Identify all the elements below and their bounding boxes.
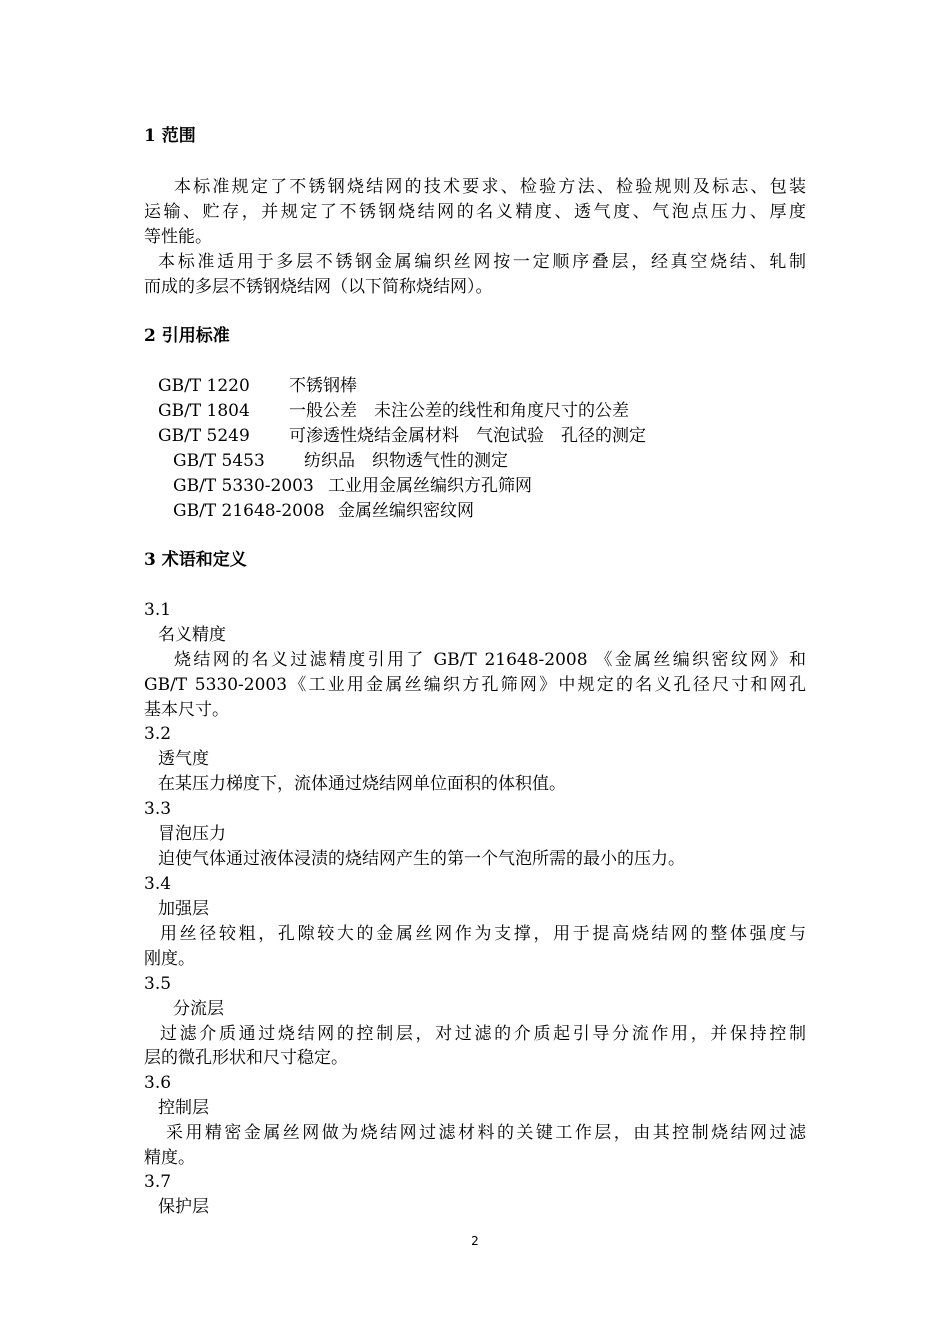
- reference-title: 纺织品 织物透气性的测定: [304, 451, 508, 471]
- reference-title: 工业用金属丝编织方孔筛网: [328, 476, 532, 496]
- term-number: 3.4: [144, 874, 172, 894]
- reference-title: 金属丝编织密纹网: [338, 501, 474, 521]
- term-definition-line: 用丝径较粗，孔隙较大的金属丝网作为支撑，用于提高烧结网的整体强度与: [160, 924, 806, 944]
- term-definition-line: 精度。: [144, 1148, 195, 1168]
- term-name: 名义精度: [158, 625, 226, 645]
- term-definition-line: 基本尺寸。: [144, 700, 229, 720]
- page-number: 2: [471, 1234, 479, 1248]
- paragraph-line: 等性能。: [144, 227, 212, 247]
- section-heading-terms: 3 术语和定义: [144, 550, 247, 570]
- paragraph-line: 本标准规定了不锈钢烧结网的技术要求、检验方法、检验规则及标志、包装: [174, 177, 806, 197]
- term-number: 3.7: [144, 1172, 172, 1192]
- paragraph-line: 本标准适用于多层不锈钢金属编织丝网按一定顺序叠层，经真空烧结、轧制: [158, 252, 806, 272]
- term-definition-line: 过滤介质通过烧结网的控制层，对过滤的介质起引导分流作用，并保持控制: [160, 1024, 806, 1044]
- term-definition-line: 刚度。: [144, 949, 195, 969]
- term-name: 透气度: [158, 749, 209, 769]
- reference-code: GB/T 21648-2008: [173, 501, 325, 521]
- section-heading-scope: 1 范围: [144, 126, 196, 146]
- term-name: 保护层: [158, 1197, 209, 1217]
- term-name: 冒泡压力: [158, 824, 226, 844]
- reference-title: 可渗透性烧结金属材料 气泡试验 孔径的测定: [289, 426, 646, 446]
- term-definition-line: 层的微孔形状和尺寸稳定。: [144, 1048, 348, 1068]
- term-definition-line: 在某压力梯度下，流体通过烧结网单位面积的体积值。: [158, 774, 566, 794]
- reference-title: 不锈钢棒: [289, 376, 357, 396]
- paragraph-line: 而成的多层不锈钢烧结网（以下简称烧结网）。: [144, 277, 493, 297]
- term-name: 加强层: [158, 899, 209, 919]
- reference-code: GB/T 5249: [158, 426, 250, 446]
- paragraph-line: 运输、贮存，并规定了不锈钢烧结网的名义精度、透气度、气泡点压力、厚度: [144, 202, 806, 222]
- term-definition-line: 烧结网的名义过滤精度引用了 GB/T 21648-2008 《金属丝编织密纹网》和: [174, 650, 806, 670]
- term-number: 3.2: [144, 724, 172, 744]
- section-heading-references: 2 引用标准: [144, 326, 230, 346]
- term-name: 控制层: [158, 1098, 209, 1118]
- term-definition-line: GB/T 5330-2003《工业用金属丝编织方孔筛网》中规定的名义孔径尺寸和网孔: [144, 675, 806, 695]
- term-number: 3.3: [144, 799, 172, 819]
- reference-code: GB/T 1804: [158, 401, 250, 421]
- term-number: 3.5: [144, 974, 172, 994]
- term-definition-line: 采用精密金属丝网做为烧结网过滤材料的关键工作层，由其控制烧结网过滤: [166, 1123, 806, 1143]
- term-definition-line: 迫使气体通过液体浸渍的烧结网产生的第一个气泡所需的最小的压力。: [158, 849, 685, 869]
- reference-title: 一般公差 未注公差的线性和角度尺寸的公差: [289, 401, 629, 421]
- term-number: 3.1: [144, 600, 172, 620]
- term-number: 3.6: [144, 1073, 172, 1093]
- reference-code: GB/T 1220: [158, 376, 250, 396]
- reference-code: GB/T 5453: [173, 451, 265, 471]
- reference-code: GB/T 5330-2003: [173, 476, 314, 496]
- term-name: 分流层: [173, 999, 224, 1019]
